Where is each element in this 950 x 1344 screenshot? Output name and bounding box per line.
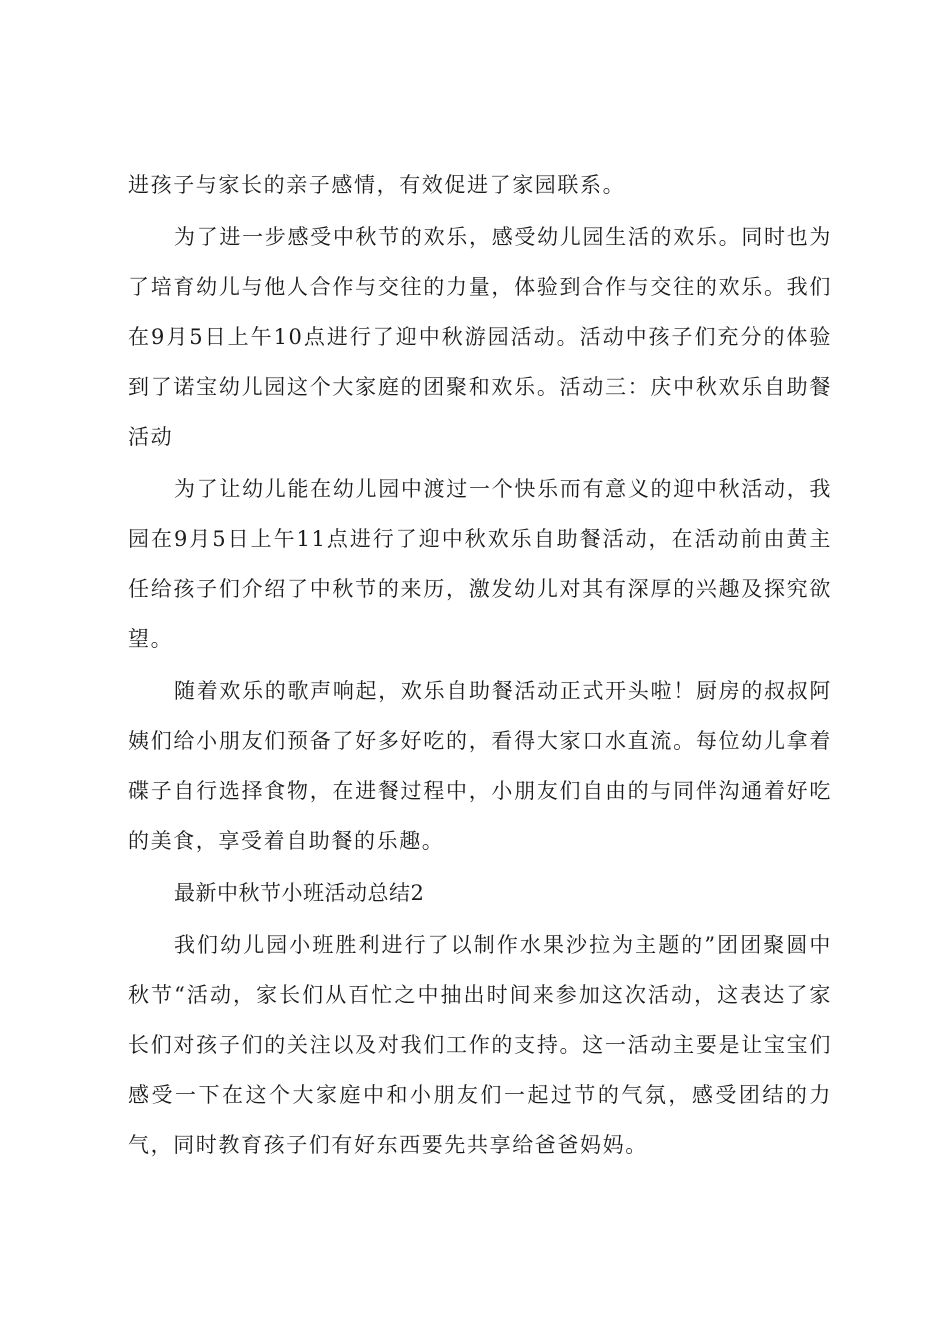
document-body [128,160,832,1172]
section-heading: 最新中秋节小班活动总结2 [174,881,425,905]
paragraph-mid-autumn-garden-activity: 为了进一步感受中秋节的欢乐，感受幼儿园生活的欢乐。同时也为了培育幼儿与他人合作与交往的力量，体验到合作与交往的欢乐。我们在9月5日上午10点进行了迎中秋游园活动。活动中孩子们充分的体验到了诺宝幼儿园这个大家庭的团聚和欢乐。活动三：庆中秋欢乐自助餐活动 [128,225,832,449]
paragraph-buffet-activity: 为了让幼儿能在幼儿园中渡过一个快乐而有意义的迎中秋活动，我园在9月5日上午11点进行了迎中秋欢乐自助餐活动，在活动前由黄主任给孩子们介绍了中秋节的来历，激发幼儿对其有深厚的兴趣及探究欲望。 [128,477,832,651]
paragraph-continuation: 进孩子与家长的亲子感情，有效促进了家园联系。 [128,173,626,197]
paragraph-fruit-salad-activity: 我们幼儿园小班胜利进行了以制作水果沙拉为主题的”团团聚圆中秋节“活动，家长们从百忙之中抽出时间来参加这次活动，这表达了家长们对孩子们的关注以及对我们工作的支持。这一活动主要是让宝宝们感受一下在这个大家庭中和小朋友们一起过节的气氛，感受团结的力气，同时教育孩子们有好东西要先共享给爸爸妈妈。 [128,933,832,1157]
paragraph-buffet-start: 随着欢乐的歌声响起，欢乐自助餐活动正式开头啦！厨房的叔叔阿姨们给小朋友们预备了好多好吃的，看得大家口水直流。每位幼儿拿着碟子自行选择食物，在进餐过程中，小朋友们自由的与同伴沟通着好吃的美食，享受着自助餐的乐趣。 [128,679,832,853]
